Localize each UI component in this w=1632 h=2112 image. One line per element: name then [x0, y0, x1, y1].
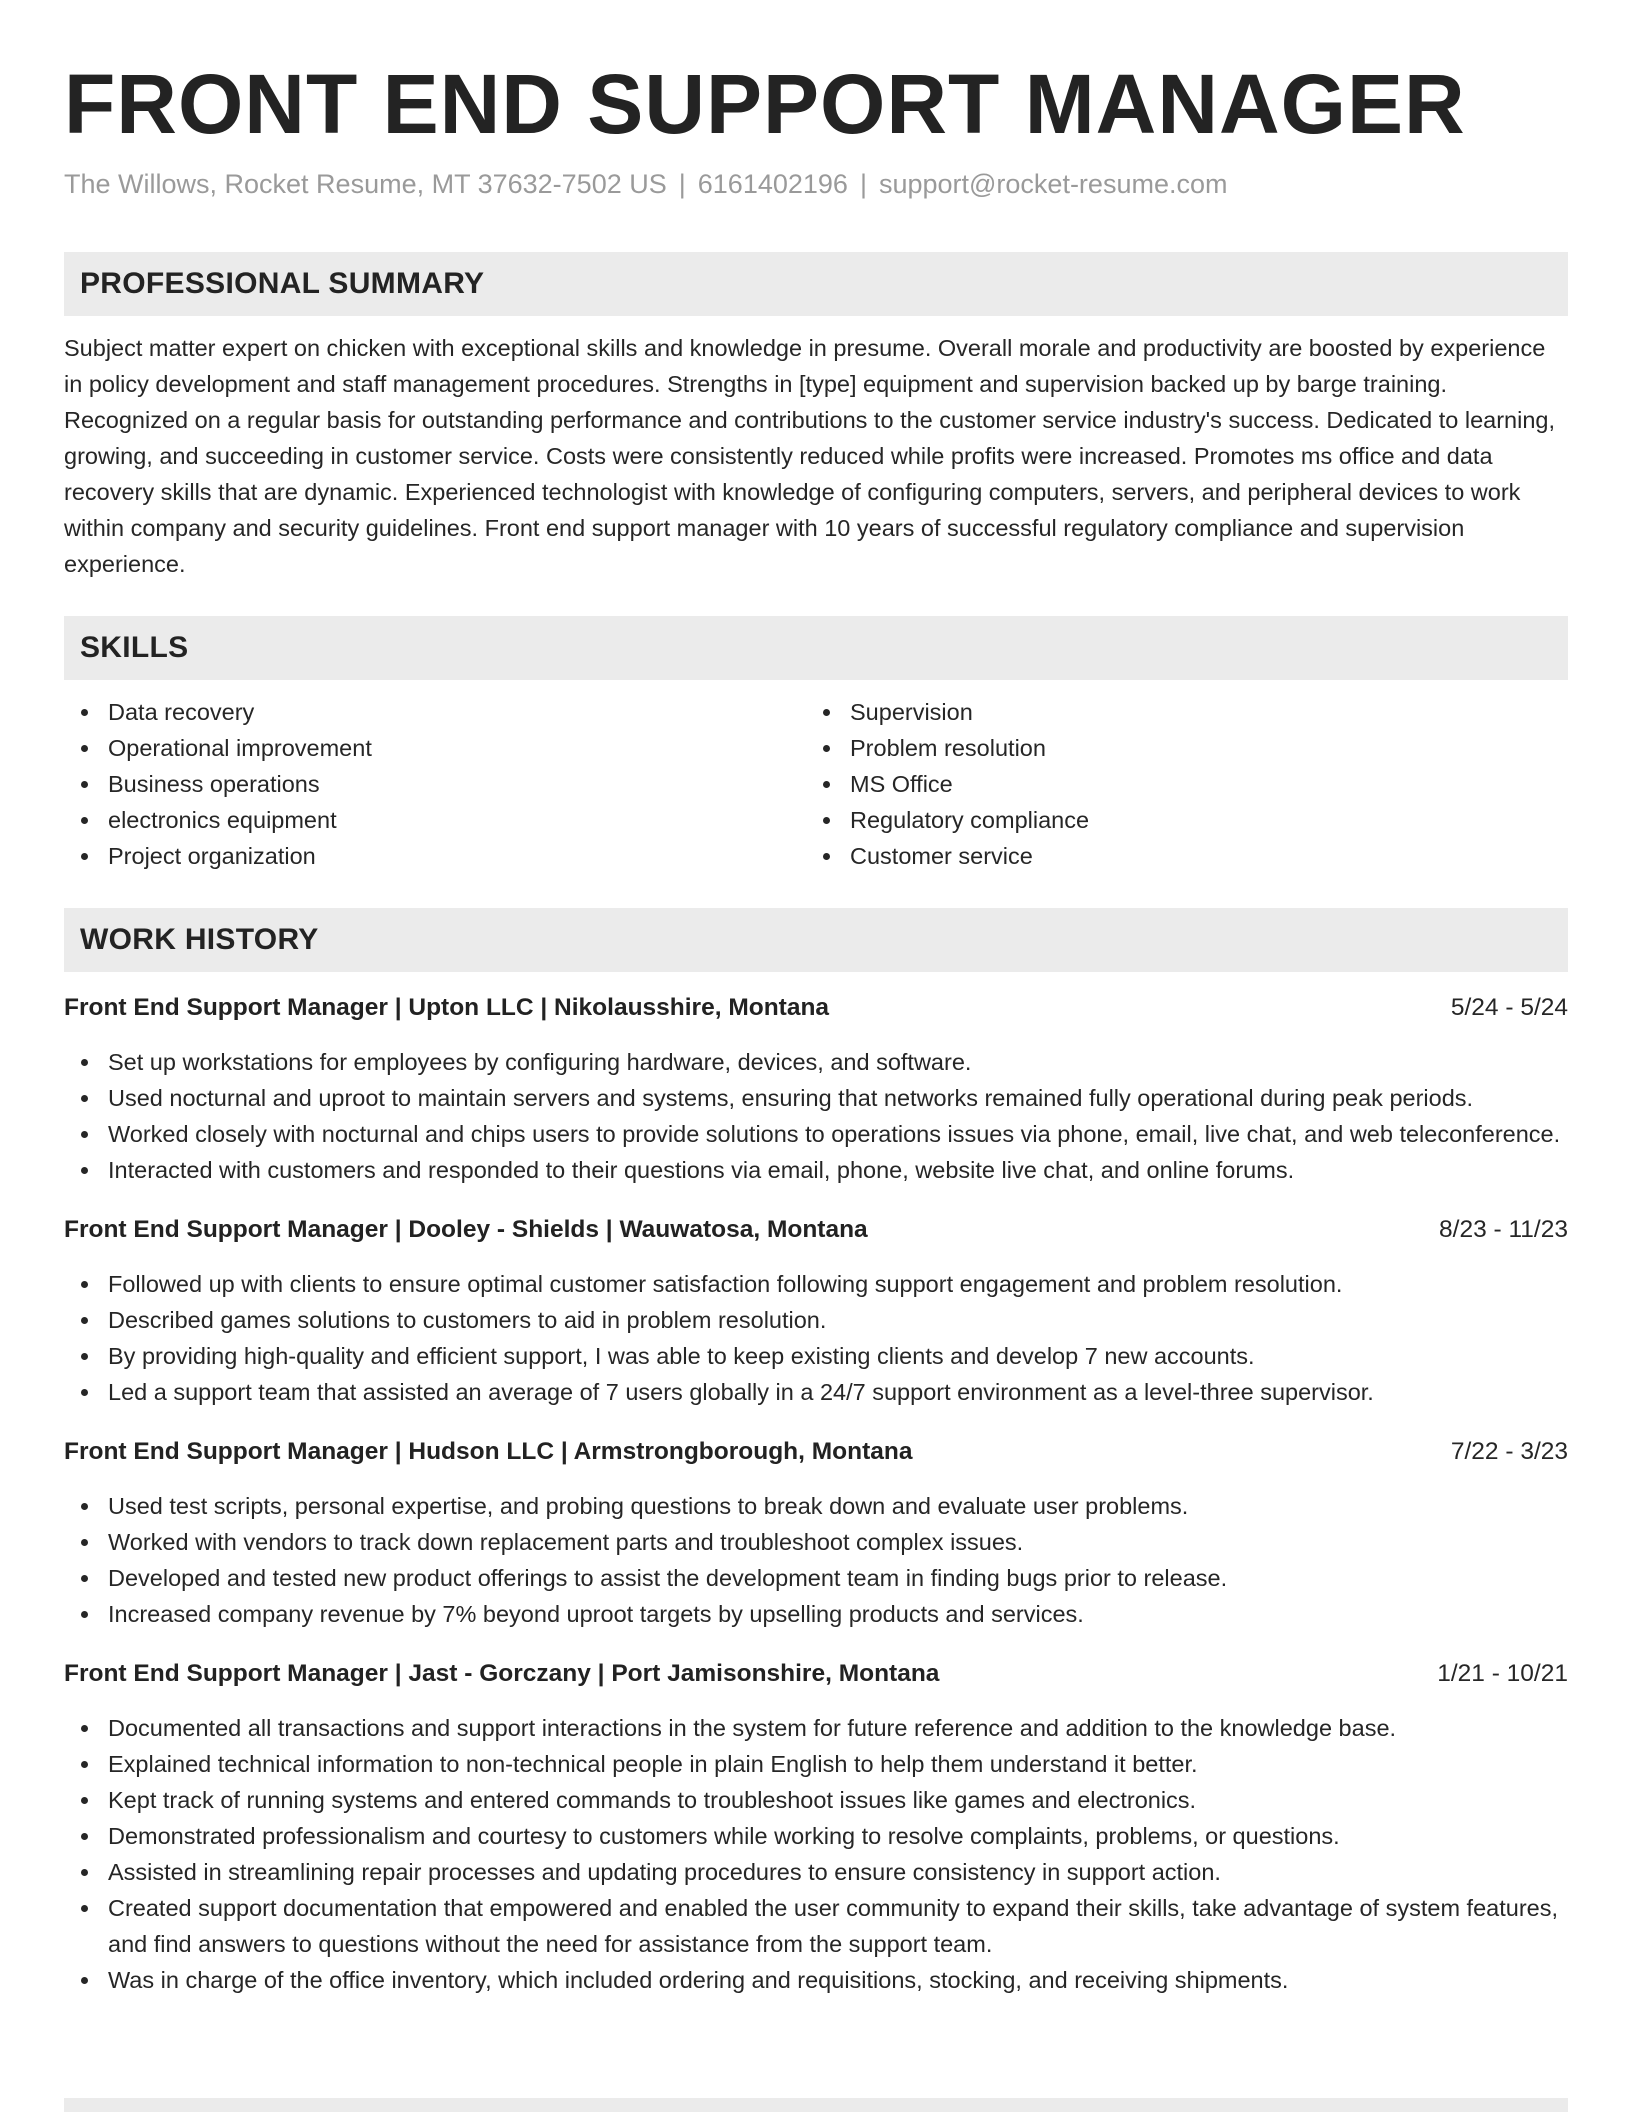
professional-summary: Subject matter expert on chicken with exceptional skills and knowledge in presume. Overall morale and productivity are boosted by experience in policy development and staff management procedures. Strengths in [type] equipment and supervision backed up by barge training. Recognized on a regular basis for outstanding performance and contributions to the customer service industry's success. Dedicated to learning, growing, and succeeding in customer service. Costs were consistently reduced while profits were increased. Promotes ms office and data recovery skills that are dynamic. Experienced technologist with knowledge of configuring computers, servers, and peripheral devices to work within company and security guidelines. Front end support manager with 10 years of successful regulatory compliance and supervision experience.: [64, 335, 1556, 577]
section-header-skills: [64, 616, 1568, 680]
list-item: Kept track of running systems and entered commands to troubleshoot issues like games and electronics.: [64, 1782, 1568, 1818]
contact-separator: |: [678, 169, 686, 199]
list-item: By providing high-quality and efficient support, I was able to keep existing clients and develop 7 new accounts.: [64, 1338, 1568, 1374]
page-title: FRONT END SUPPORT MANAGER: [64, 57, 1466, 151]
job-dates: 1/21 - 10/21: [1437, 1660, 1568, 1687]
contact-separator: |: [859, 169, 867, 199]
list-item: Demonstrated professionalism and courtesy to customers while working to resolve complaints, problems, or questions.: [64, 1818, 1568, 1854]
job-header: [64, 990, 1568, 1026]
job-header: [64, 1656, 1568, 1692]
job-entry: [64, 1656, 1568, 1998]
job-header: [64, 1434, 1568, 1470]
list-item: Documented all transactions and support interactions in the system for future reference and addition to the knowledge base.: [64, 1710, 1568, 1746]
list-item: Used test scripts, personal expertise, and probing questions to break down and evaluate user problems.: [64, 1488, 1568, 1524]
list-item: Was in charge of the office inventory, which included ordering and requisitions, stocking, and receiving shipments.: [64, 1962, 1568, 1998]
job-title: Front End Support Manager | Upton LLC | Nikolausshire, Montana: [64, 994, 830, 1021]
skill-item: Project organization: [64, 838, 806, 874]
skill-item: Customer service: [806, 838, 1548, 874]
job-duties: [64, 1710, 1568, 1998]
section-header-work-history: [64, 908, 1568, 972]
job-duties: [64, 1488, 1568, 1632]
skills-column-right: [806, 694, 1548, 874]
list-item: Described games solutions to customers to aid in problem resolution.: [64, 1302, 1568, 1338]
job-title: Front End Support Manager | Dooley - Shields | Wauwatosa, Montana: [64, 1216, 868, 1243]
contact-email: support@rocket-resume.com: [878, 169, 1228, 199]
list-item: Worked with vendors to track down replacement parts and troubleshoot complex issues.: [64, 1524, 1568, 1560]
job-duties: [64, 1266, 1568, 1410]
job-entry: [64, 990, 1568, 1188]
skill-item: Problem resolution: [806, 730, 1548, 766]
job-title: Front End Support Manager | Jast - Gorczany | Port Jamisonshire, Montana: [64, 1660, 940, 1687]
section-header-summary: [64, 252, 1568, 316]
list-item: Set up workstations for employees by configuring hardware, devices, and software.: [64, 1044, 1568, 1080]
job-header: [64, 1212, 1568, 1248]
section-title: WORK HISTORY: [80, 923, 319, 956]
skill-item: Business operations: [64, 766, 806, 802]
skills-column-left: [64, 694, 806, 874]
list-item: Created support documentation that empowered and enabled the user community to expand their skills, take advantage of system features, and find answers to questions without the need for assistance from the support team.: [64, 1890, 1568, 1962]
list-item: Developed and tested new product offerings to assist the development team in finding bugs prior to release.: [64, 1560, 1568, 1596]
skill-item: Data recovery: [64, 694, 806, 730]
list-item: Increased company revenue by 7% beyond uproot targets by upselling products and services.: [64, 1596, 1568, 1632]
skill-item: Operational improvement: [64, 730, 806, 766]
job-duties: [64, 1044, 1568, 1188]
skill-item: electronics equipment: [64, 802, 806, 838]
list-item: Followed up with clients to ensure optimal customer satisfaction following support engagement and problem resolution.: [64, 1266, 1568, 1302]
contact-line: [64, 166, 1568, 202]
list-item: Assisted in streamlining repair processes and updating procedures to ensure consistency in support action.: [64, 1854, 1568, 1890]
list-item: Interacted with customers and responded to their questions via email, phone, website live chat, and online forums.: [64, 1152, 1568, 1188]
job-title: Front End Support Manager | Hudson LLC | Armstrongborough, Montana: [64, 1438, 913, 1465]
list-item: Explained technical information to non-technical people in plain English to help them understand it better.: [64, 1746, 1568, 1782]
list-item: Worked closely with nocturnal and chips users to provide solutions to operations issues via phone, email, live chat, and web teleconference.: [64, 1116, 1568, 1152]
skill-item: Regulatory compliance: [806, 802, 1548, 838]
job-entry: [64, 1434, 1568, 1632]
contact-phone: 6161402196: [697, 169, 848, 199]
next-section-header-edge: [64, 2098, 1568, 2112]
skill-item: Supervision: [806, 694, 1548, 730]
job-entry: [64, 1212, 1568, 1410]
list-item: Led a support team that assisted an average of 7 users globally in a 24/7 support environment as a level-three supervisor.: [64, 1374, 1568, 1410]
skills-list: [64, 694, 1568, 874]
section-title: SKILLS: [80, 631, 189, 664]
job-dates: 5/24 - 5/24: [1450, 994, 1568, 1021]
skill-item: MS Office: [806, 766, 1548, 802]
list-item: Used nocturnal and uproot to maintain servers and systems, ensuring that networks remained fully operational during peak periods.: [64, 1080, 1568, 1116]
section-title: PROFESSIONAL SUMMARY: [80, 267, 485, 300]
job-dates: 8/23 - 11/23: [1439, 1216, 1568, 1243]
contact-address: The Willows, Rocket Resume, MT 37632-7502 US: [64, 169, 667, 199]
job-dates: 7/22 - 3/23: [1450, 1438, 1568, 1465]
